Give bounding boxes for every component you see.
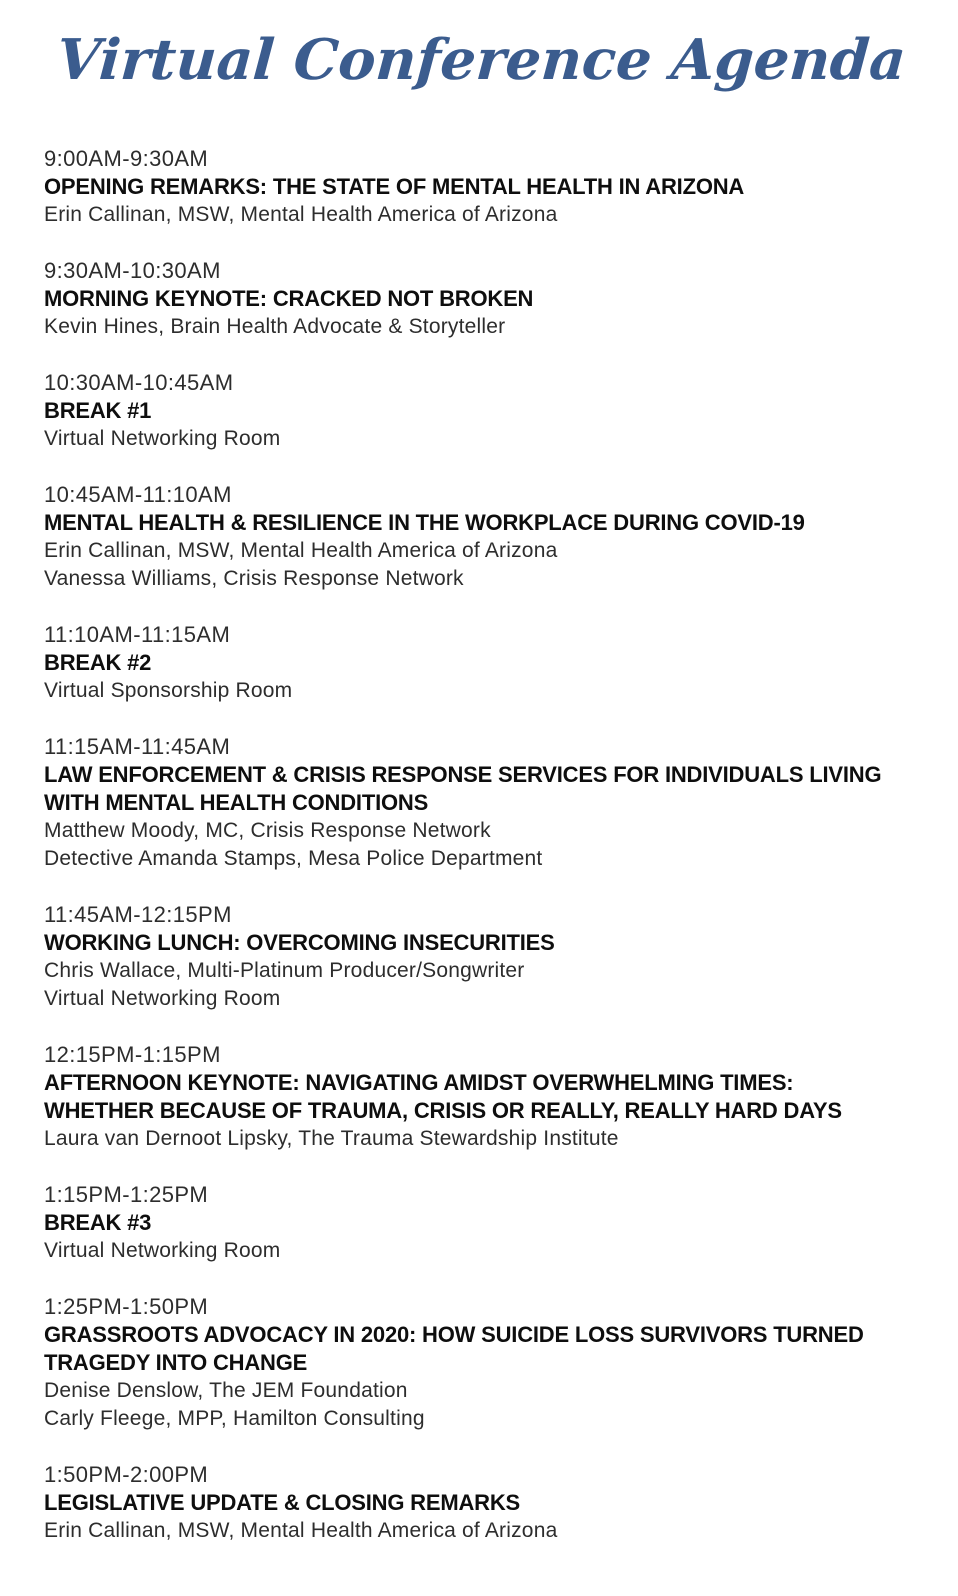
session-time: 11:10AM-11:15AM bbox=[44, 622, 231, 647]
session-room: Virtual Sponsorship Room bbox=[44, 679, 293, 702]
session-title: WITH MENTAL HEALTH CONDITIONS bbox=[44, 790, 429, 815]
agenda-item bbox=[44, 621, 918, 705]
session-title: BREAK #2 bbox=[44, 650, 152, 675]
agenda-item bbox=[44, 1293, 918, 1433]
session-speaker: Detective Amanda Stamps, Mesa Police Department bbox=[44, 847, 543, 870]
session-title: AFTERNOON KEYNOTE: NAVIGATING AMIDST OVERWHELMING TIMES: bbox=[44, 1070, 794, 1095]
session-speaker: Chris Wallace, Multi-Platinum Producer/Songwriter bbox=[44, 959, 525, 982]
agenda-item bbox=[44, 481, 918, 593]
session-title: MENTAL HEALTH & RESILIENCE IN THE WORKPLACE DURING COVID-19 bbox=[44, 510, 805, 535]
session-room: Virtual Networking Room bbox=[44, 987, 281, 1010]
agenda-item bbox=[44, 1041, 918, 1153]
session-time: 11:15AM-11:45AM bbox=[44, 734, 231, 759]
session-time: 1:15PM-1:25PM bbox=[44, 1182, 209, 1207]
session-speaker: Carly Fleege, MPP, Hamilton Consulting bbox=[44, 1407, 425, 1430]
session-time: 10:45AM-11:10AM bbox=[44, 482, 232, 507]
session-speaker: Erin Callinan, MSW, Mental Health America of Arizona bbox=[44, 1519, 558, 1542]
session-title: BREAK #1 bbox=[44, 398, 152, 423]
agenda-item bbox=[44, 901, 918, 1013]
agenda-item bbox=[44, 369, 918, 453]
session-time: 1:50PM-2:00PM bbox=[44, 1462, 209, 1487]
session-room: Virtual Networking Room bbox=[44, 427, 281, 450]
agenda-item bbox=[44, 1461, 918, 1545]
session-speaker: Denise Denslow, The JEM Foundation bbox=[44, 1379, 408, 1402]
session-time: 10:30AM-10:45AM bbox=[44, 370, 234, 395]
session-title: LEGISLATIVE UPDATE & CLOSING REMARKS bbox=[44, 1490, 521, 1515]
session-speaker: Vanessa Williams, Crisis Response Network bbox=[44, 567, 464, 590]
session-title: WHETHER BECAUSE OF TRAUMA, CRISIS OR REALLY, REALLY HARD DAYS bbox=[44, 1098, 842, 1123]
page-header bbox=[44, 15, 918, 105]
agenda-item bbox=[44, 257, 918, 341]
session-time: 1:25PM-1:50PM bbox=[44, 1294, 209, 1319]
session-room: Virtual Networking Room bbox=[44, 1239, 281, 1262]
session-speaker: Kevin Hines, Brain Health Advocate & Storyteller bbox=[44, 315, 506, 338]
session-title: BREAK #3 bbox=[44, 1210, 152, 1235]
session-title: LAW ENFORCEMENT & CRISIS RESPONSE SERVICES FOR INDIVIDUALS LIVING bbox=[44, 762, 882, 787]
agenda-item bbox=[44, 1181, 918, 1265]
session-title: TRAGEDY INTO CHANGE bbox=[44, 1350, 308, 1375]
session-time: 9:00AM-9:30AM bbox=[44, 146, 209, 171]
page-title: Virtual Conference Agenda bbox=[54, 27, 908, 93]
session-time: 9:30AM-10:30AM bbox=[44, 258, 221, 283]
session-title: WORKING LUNCH: OVERCOMING INSECURITIES bbox=[44, 930, 555, 955]
session-speaker: Erin Callinan, MSW, Mental Health America of Arizona bbox=[44, 203, 558, 226]
session-speaker: Laura van Dernoot Lipsky, The Trauma Stewardship Institute bbox=[44, 1127, 619, 1150]
session-time: 11:45AM-12:15PM bbox=[44, 902, 232, 927]
agenda-item bbox=[44, 145, 918, 229]
session-title: MORNING KEYNOTE: CRACKED NOT BROKEN bbox=[44, 286, 534, 311]
session-speaker: Erin Callinan, MSW, Mental Health America of Arizona bbox=[44, 539, 558, 562]
session-title: GRASSROOTS ADVOCACY IN 2020: HOW SUICIDE LOSS SURVIVORS TURNED bbox=[44, 1322, 864, 1347]
session-time: 12:15PM-1:15PM bbox=[44, 1042, 221, 1067]
agenda-item bbox=[44, 733, 918, 873]
session-title: OPENING REMARKS: THE STATE OF MENTAL HEALTH IN ARIZONA bbox=[44, 174, 745, 199]
session-speaker: Matthew Moody, MC, Crisis Response Network bbox=[44, 819, 491, 842]
